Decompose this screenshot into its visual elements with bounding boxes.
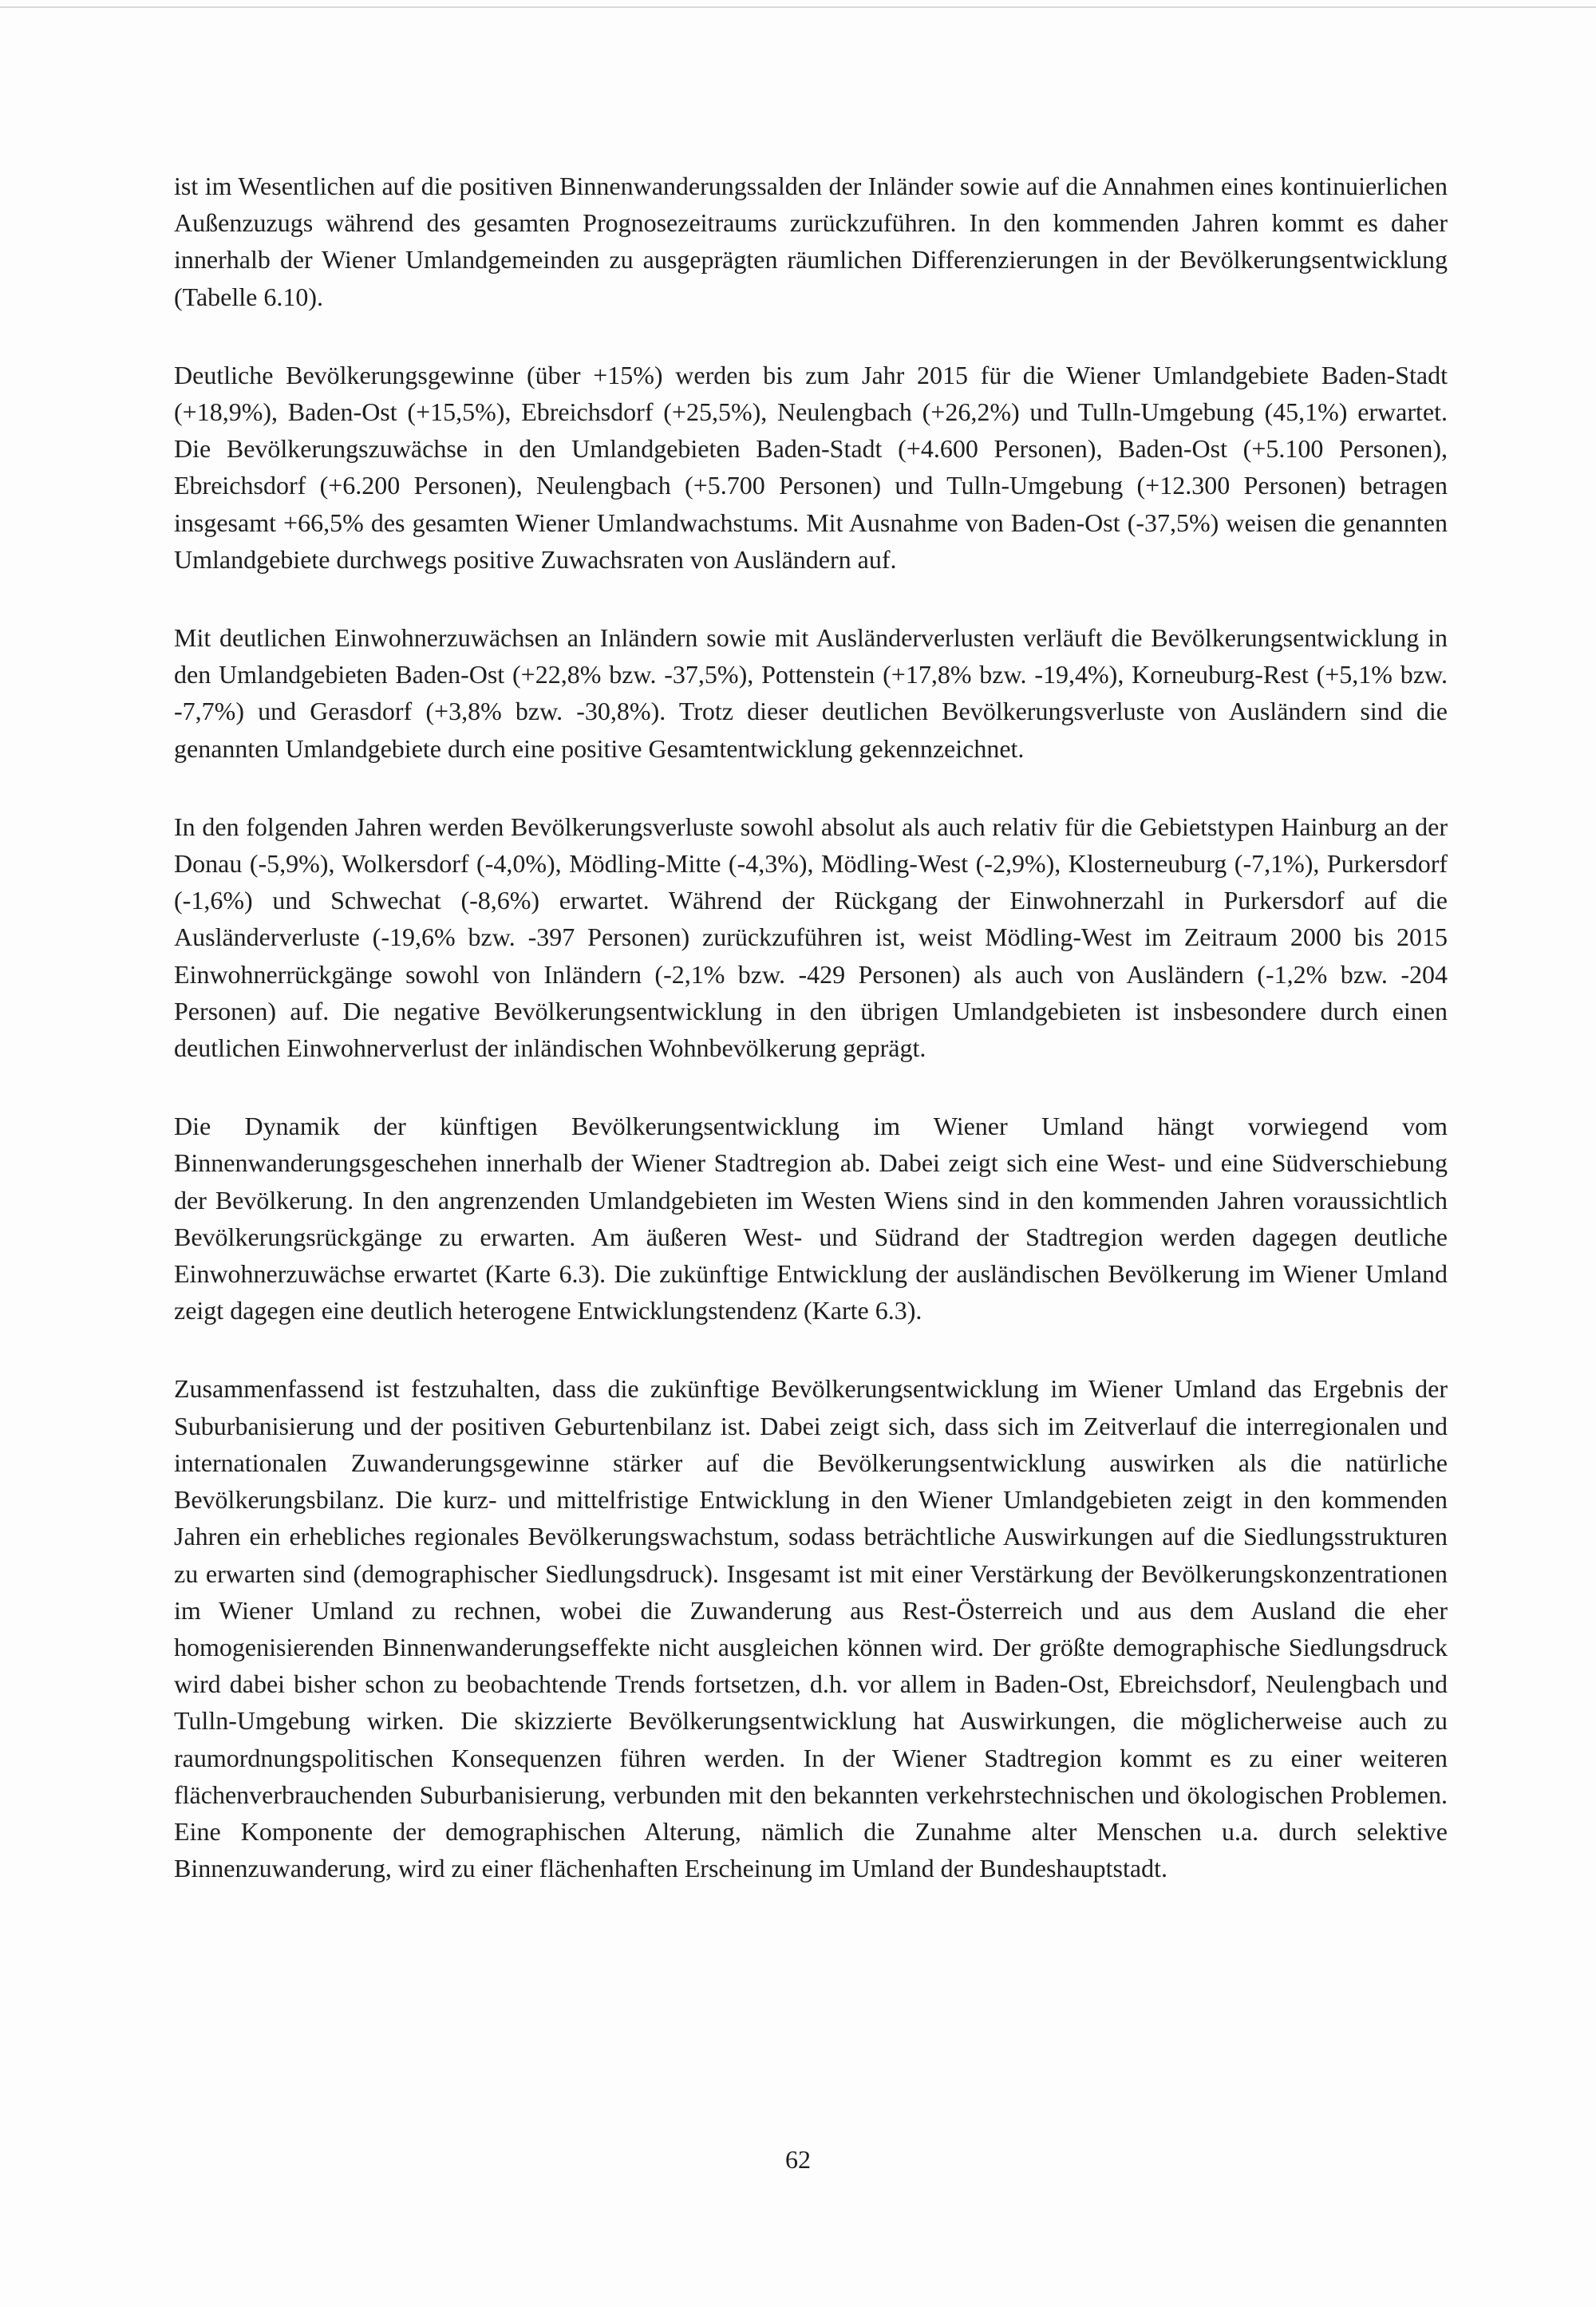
paragraph-6: Zusammenfassend ist festzuhalten, dass die zukünftige Bevölkerungsentwicklung im Wiener Umland das Ergebnis der Suburbanisierung und der positiven Geburtenbilanz ist. Dabei zeigt sich, dass sich im Zeitverlauf die interregionalen und internationalen Zuwanderungsgewinne stärker auf die Bevölkerungsentwicklung auswirken als die natürliche Bevölkerungsbilanz. Die kurz- und mittelfristige Entwicklung in den Wiener Umlandgebieten zeigt in den kommenden Jahren ein erhebliches regionales Bevölkerungswachstum, sodass beträchtliche Auswirkungen auf die Siedlungsstrukturen zu erwarten sind (demographischer Siedlungsdruck). Insgesamt ist mit einer Verstärkung der Bevölkerungskonzentrationen im Wiener Umland zu rechnen, wobei die Zuwanderung aus Rest-Österreich und aus dem Ausland die eher homogenisierenden Binnenwanderungseffekte nicht ausgleichen können wird. Der größte demographische Siedlungsdruck wird dabei bisher schon zu beobachtende Trends fortsetzen, d.h. vor allem in Baden-Ost, Ebreichsdorf, Neulengbach und Tulln-Umgebung wirken. Die skizzierte Bevölkerungsentwicklung hat Auswirkungen, die möglicherweise auch zu raumordnungspolitischen Konsequenzen führen werden. In der Wiener Stadtregion kommt es zu einer weiteren flächenverbrauchenden Suburbanisierung, verbunden mit den bekannten verkehrstechnischen und ökologischen Problemen. Eine Komponente der demographischen Alterung, nämlich die Zunahme alter Menschen u.a. durch selektive Binnenzuwanderung, wird zu einer flächenhaften Erscheinung im Umland der Bundeshauptstadt. xyxy=(174,1374,1448,1883)
paragraph-3: Mit deutlichen Einwohnerzuwächsen an Inländern sowie mit Ausländerverlusten verläuft die Bevölkerungsentwicklung in den Umlandgebieten Baden-Ost (+22,8% bzw. -37,5%), Pottenstein (+17,8% bzw. -19,4%), Korneuburg-Rest (+5,1% bzw. -7,7%) und Gerasdorf (+3,8% bzw. -30,8%). Trotz dieser deutlichen Bevölkerungsverluste von Ausländern sind die genannten Umlandgebiete durch eine positive Gesamtentwicklung gekennzeichnet. xyxy=(174,623,1448,763)
paragraph-5: Die Dynamik der künftigen Bevölkerungsentwicklung im Wiener Umland hängt vorwiegend vom Binnenwanderungsgeschehen innerhalb der Wiener Stadtregion ab. Dabei zeigt sich eine West- und eine Südverschiebung der Bevölkerung. In den angrenzenden Umlandgebieten im Westen Wiens sind in den kommenden Jahren voraussichtlich Bevölkerungsrückgänge zu erwarten. Am äußeren West- und Südrand der Stadtregion werden dagegen deutliche Einwohnerzuwächse erwartet (Karte 6.3). Die zukünftige Entwicklung der ausländischen Bevölkerung im Wiener Umland zeigt dagegen eine deutlich heterogene Entwicklungstendenz (Karte 6.3). xyxy=(174,1112,1448,1325)
body-text xyxy=(174,168,1448,1886)
paragraph-4: In den folgenden Jahren werden Bevölkerungsverluste sowohl absolut als auch relativ für die Gebietstypen Hainburg an der Donau (-5,9%), Wolkersdorf (-4,0%), Mödling-Mitte (-4,3%), Mödling-West (-2,9%), Klosterneuburg (-7,1%), Purkersdorf (-1,6%) und Schwechat (-8,6%) erwartet. Während der Rückgang der Einwohnerzahl in Purkersdorf auf die Ausländerverluste (-19,6% bzw. -397 Personen) zurückzuführen ist, weist Mödling-West im Zeitraum 2000 bis 2015 Einwohnerrückgänge sowohl von Inländern (-2,1% bzw. -429 Personen) als auch von Ausländern (-1,2% bzw. -204 Personen) auf. Die negative Bevölkerungsentwicklung in den übrigen Umlandgebieten ist insbesondere durch einen deutlichen Einwohnerverlust der inländischen Wohnbevölkerung geprägt. xyxy=(174,812,1448,1063)
paragraph-1: ist im Wesentlichen auf die positiven Binnenwanderungssalden der Inländer sowie auf die Annahmen eines kontinuierlichen Außenzuzugs während des gesamten Prognosezeitraums zurückzuführen. In den kommenden Jahren kommt es daher innerhalb der Wiener Umlandgemeinden zu ausgeprägten räumlichen Differenzierungen in der Bevölkerungsentwicklung (Tabelle 6.10). xyxy=(174,172,1448,311)
paragraph-2: Deutliche Bevölkerungsgewinne (über +15%) werden bis zum Jahr 2015 für die Wiener Umlandgebiete Baden-Stadt (+18,9%), Baden-Ost (+15,5%), Ebreichsdorf (+25,5%), Neulengbach (+26,2%) und Tulln-Umgebung (45,1%) erwartet. Die Bevölkerungszuwächse in den Umlandgebieten Baden-Stadt (+4.600 Personen), Baden-Ost (+5.100 Personen), Ebreichsdorf (+6.200 Personen), Neulengbach (+5.700 Personen) und Tulln-Umgebung (+12.300 Personen) betragen insgesamt +66,5% des gesamten Wiener Umlandwachstums. Mit Ausnahme von Baden-Ost (-37,5%) weisen die genannten Umlandgebiete durchwegs positive Zuwachsraten von Ausländern auf. xyxy=(174,360,1448,574)
top-edge-line xyxy=(0,6,1596,8)
page-number: 62 xyxy=(785,2145,811,2174)
